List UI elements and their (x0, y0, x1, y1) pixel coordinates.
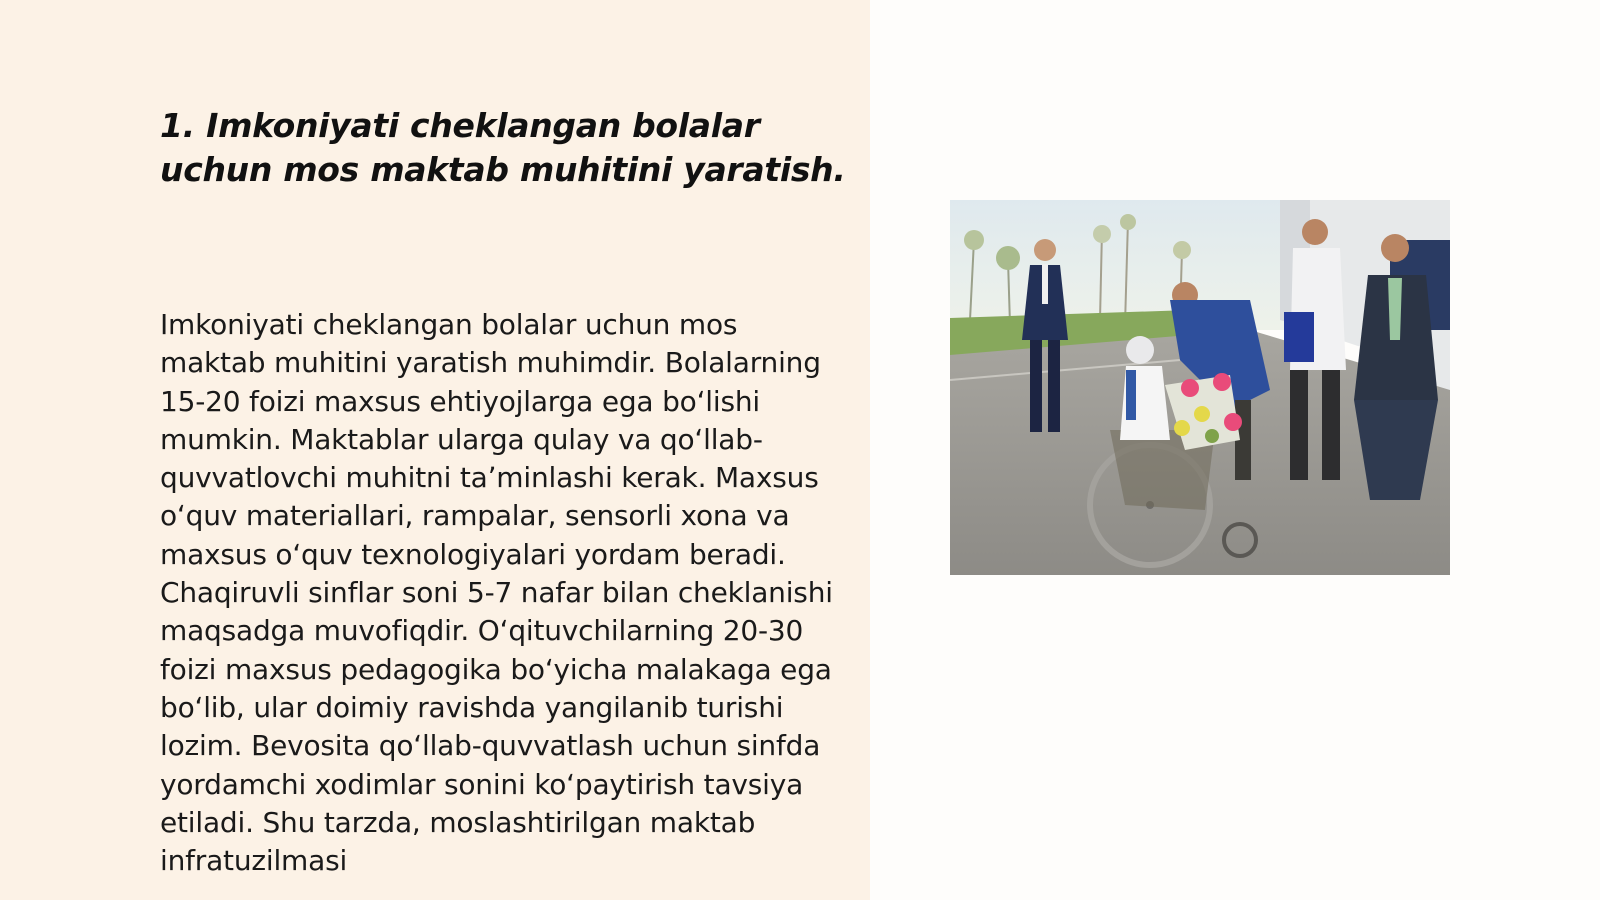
slide-body-text: Imkoniyati cheklangan bolalar uchun mos maktab muhitini yaratish muhimdir. Bolalarning 15-20 foizi maxsus ehtiyojlarga ega boʻlishi mumkin. Maktablar ularga qulay va qoʻllab-quvvatlovchi muhitni taʼminlashi kerak. Maxsus oʻquv materiallari, rampalar, sensorli xona va maxsus oʻquv texnologiyalari yordam beradi. Chaqiruvli sinflar soni 5-7 nafar bilan cheklanishi maqsadga muvofiqdir. Oʻqituvchilarning 20-30 foizi maxsus pedagogika boʻyicha malakaga ega boʻlib, ular doimiy ravishda yangilanib turishi lozim. Bevosita qoʻllab-quvvatlash uchun sinfda yordamchi xodimlar sonini koʻpaytirish tavsiya etiladi. Shu tarzda, moslashtirilgan maktab infratuzilmasi (160, 308, 833, 878)
slide-title: 1. Imkoniyati cheklangan bolalar uchun mos maktab muhitini yaratish. (160, 106, 846, 189)
event-photo (950, 200, 1450, 575)
